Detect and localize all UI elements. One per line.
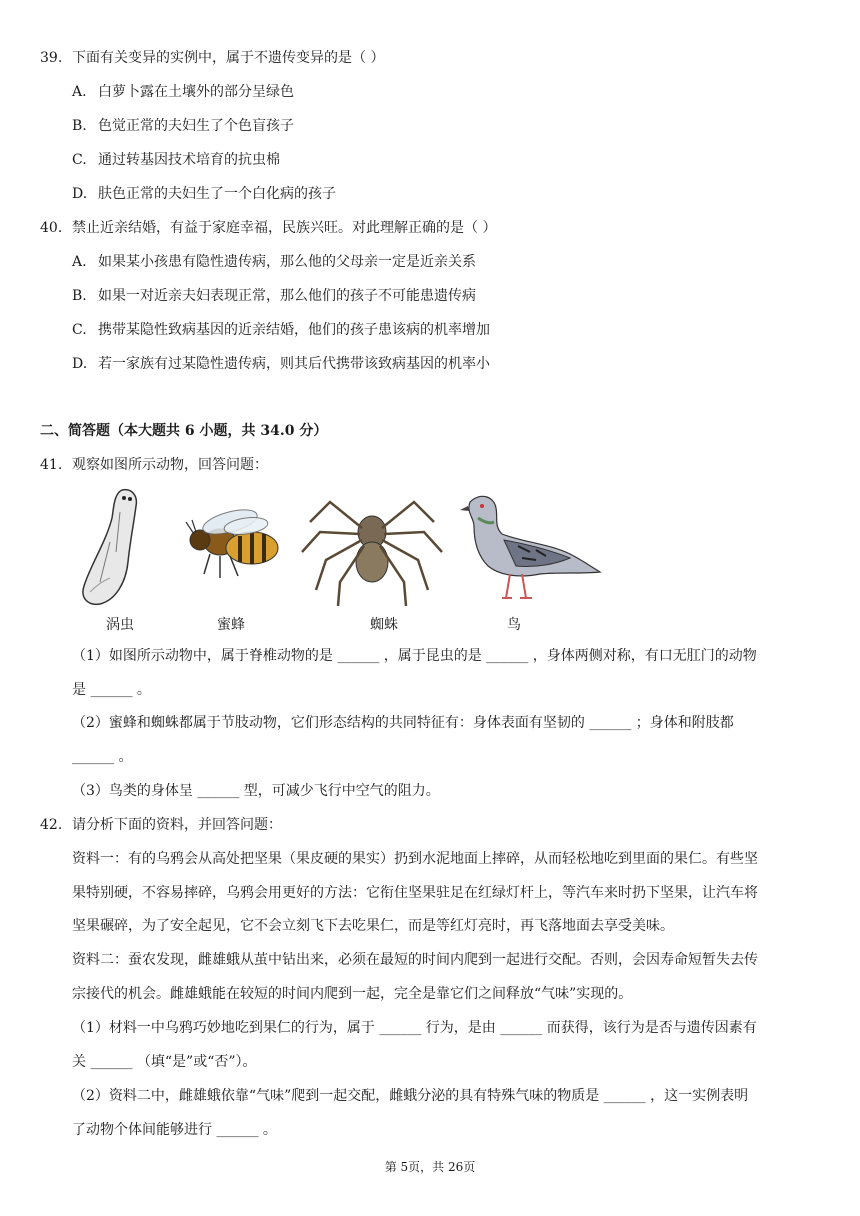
sub-question-text: （3）鸟类的身体呈 ______ 型，可减少飞行中空气的阻力。	[72, 783, 440, 799]
option-text: 如果某小孩患有隐性遗传病，那么他的父母亲一定是近亲关系	[98, 254, 476, 270]
material-text: 宗接代的机会。雌雄蛾能在较短的时间内爬到一起，完全是靠它们之间释放“气味”实现的。	[72, 986, 633, 1002]
option-text: 携带某隐性致病基因的近亲结婚，他们的孩子患该病的机率增加	[98, 322, 490, 338]
option-letter: A.	[72, 254, 87, 270]
question-number: 42.	[40, 817, 63, 833]
question-stem: 观察如图所示动物，回答问题：	[72, 457, 268, 473]
animal-label-spider: 蜘蛛	[370, 617, 398, 633]
sub-question-text: （1）材料一中乌鸦巧妙地吃到果仁的行为，属于 ______ 行为，是由 ______ 而获得，该行为是否与遗传因素有	[72, 1020, 757, 1036]
question-stem: 下面有关变异的实例中，属于不遗传变异的是（ ）	[72, 50, 385, 66]
option-letter: D.	[72, 356, 88, 372]
bee-drawing	[186, 505, 278, 578]
option-a	[72, 252, 476, 272]
option-d	[72, 184, 336, 204]
sub-question-text: （1）如图所示动物中，属于脊椎动物的是 ______ ，属于昆虫的是 ______ ，身体两侧对称，有口无肛门的动物	[72, 648, 757, 664]
option-c	[72, 320, 490, 340]
option-text: 肤色正常的夫妇生了一个白化病的孩子	[98, 186, 336, 202]
planarian-drawing	[83, 490, 136, 605]
option-d	[72, 354, 490, 374]
animal-label-planarian: 涡虫	[106, 617, 134, 633]
option-c	[72, 150, 280, 170]
animal-label-bee: 蜜蜂	[217, 617, 245, 633]
section-title: 二、简答题（本大题共 6 小题，共 34.0 分）	[40, 423, 328, 439]
option-text: 通过转基因技术培育的抗虫棉	[98, 152, 280, 168]
question-number: 41.	[40, 457, 63, 473]
material-text: 坚果碾碎，为了安全起见，它不会立刻飞下去吃果仁，而是等红灯亮时，再飞落地面去享受美味。	[72, 918, 674, 934]
option-text: 色觉正常的夫妇生了个色盲孩子	[98, 118, 294, 134]
material-text: 果特别硬，不容易摔碎，乌鸦会用更好的方法：它衔住坚果驻足在红绿灯杆上，等汽车来时扔下坚果，让汽车将	[72, 885, 758, 901]
spider-drawing	[302, 502, 442, 606]
option-a	[72, 82, 294, 102]
sub-question-text: （2）资料二中，雌雄蛾依靠“气味”爬到一起交配，雌蛾分泌的具有特殊气味的物质是 ______ ，这一实例表明	[72, 1088, 749, 1104]
option-letter: A.	[72, 84, 87, 100]
option-letter: B.	[72, 288, 87, 304]
material-text: 资料二：蚕农发现，雌雄蛾从茧中钻出来，必须在最短的时间内爬到一起进行交配。否则，会因寿命短暂失去传	[72, 952, 758, 968]
question-stem: 请分析下面的资料，并回答问题：	[72, 817, 282, 833]
question-number: 40.	[40, 220, 63, 236]
sub-question-text: 是 ______ 。	[72, 682, 151, 698]
pigeon-drawing	[460, 496, 600, 598]
sub-question-text: ______ 。	[72, 749, 133, 765]
page-footer: 第 5页，共 26页	[384, 1160, 476, 1174]
material-text: 资料一：有的乌鸦会从高处把坚果（果皮硬的果实）扔到水泥地面上摔碎，从而轻松地吃到里面的果仁。有些坚	[72, 851, 758, 867]
sub-question-text: 了动物个体间能够进行 ______ 。	[72, 1122, 277, 1138]
option-letter: B.	[72, 118, 87, 134]
option-b	[72, 286, 476, 306]
option-b	[72, 116, 294, 136]
animal-label-bird: 鸟	[507, 617, 521, 633]
animal-figure	[70, 482, 610, 612]
option-letter: C.	[72, 152, 87, 168]
option-letter: D.	[72, 186, 88, 202]
option-text: 如果一对近亲夫妇表现正常，那么他们的孩子不可能患遗传病	[98, 288, 476, 304]
sub-question-text: （2）蜜蜂和蜘蛛都属于节肢动物，它们形态结构的共同特征有：身体表面有坚韧的 ______ ；身体和附肢都	[72, 715, 734, 731]
option-letter: C.	[72, 322, 87, 338]
question-stem: 禁止近亲结婚，有益于家庭幸福，民族兴旺。对此理解正确的是（ ）	[72, 220, 497, 236]
question-number: 39.	[40, 50, 63, 66]
sub-question-text: 关 ______ （填“是”或“否”）。	[72, 1054, 257, 1070]
option-text: 白萝卜露在土壤外的部分呈绿色	[98, 84, 294, 100]
option-text: 若一家族有过某隐性遗传病，则其后代携带该致病基因的机率小	[98, 356, 490, 372]
